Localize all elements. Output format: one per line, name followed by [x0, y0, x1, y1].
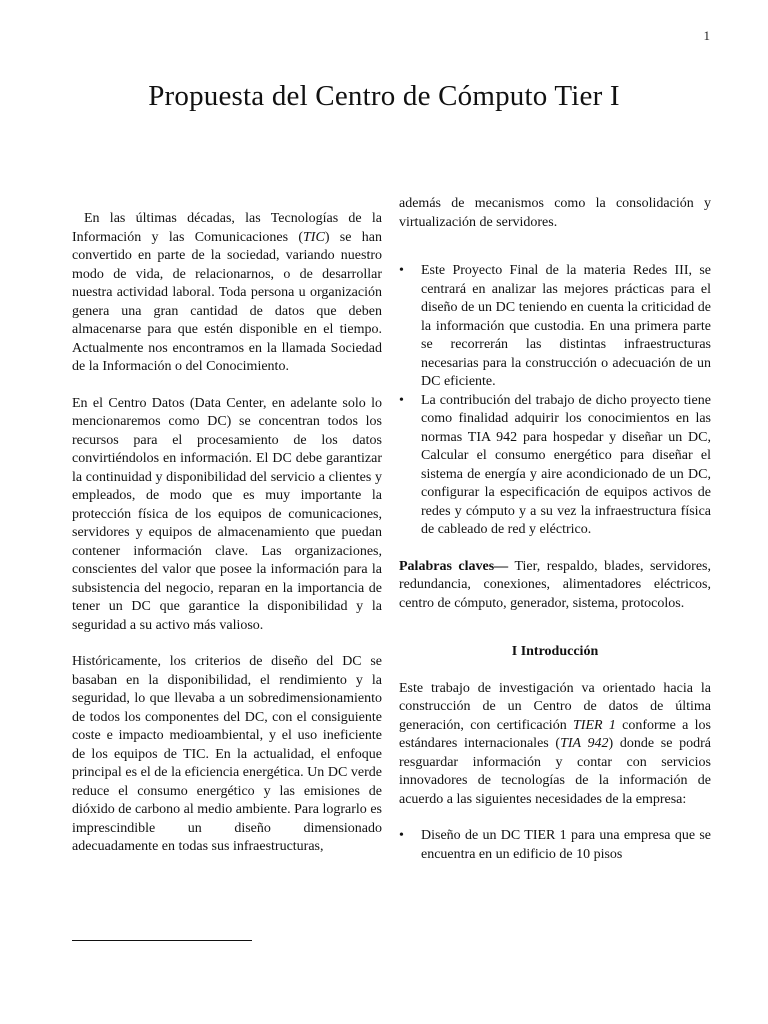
list-item-text: Este Proyecto Final de la materia Redes III, se centrará en analizar las mejores prácticas para el diseño de un DC teniendo en cuenta la criticidad de la información que custodia. En una primera parte se recorrerán las distintas infraestructuras necesarias para la construcción o adecuación de un DC eficiente.	[421, 263, 711, 389]
paragraph-text: conforme a los estándares internacionales (	[399, 717, 711, 751]
list-item-text: Diseño de un DC TIER 1 para una empresa que se encuentra en un edificio de 10 pisos	[421, 828, 711, 862]
paragraph-text: Este trabajo de investigación va orientado hacia la construcción de un Centro de datos de última generación, con certificación	[399, 680, 711, 733]
tier-term: TIER 1	[573, 717, 616, 733]
tia-term: TIA 942	[560, 736, 609, 751]
footnote-separator	[72, 940, 252, 941]
bullet-icon: •	[399, 392, 404, 408]
keywords-paragraph	[399, 558, 711, 614]
needs-list	[399, 827, 711, 864]
paragraph-intro-tic	[72, 210, 382, 377]
paragraph-data-center: En el Centro Datos (Data Center, en adelante solo lo mencionaremos como DC) se concentran todos los recursos para el procesamiento de los datos convirtiéndolos en información. El DC debe garantizar la continuidad y disponibilidad del servicio a clientes y empleados, de modo que es muy importante la protección física de los equipos de comunicaciones, servidores y equipos de almacenamiento que puedan contener información clave. Las organizaciones, conscientes del valor que posee la información para la subsistencia del negocio, reparan en la importancia de tener un DC que garantice la disponibilidad y la seguridad a su activo más valioso.	[72, 395, 382, 633]
list-item	[399, 827, 711, 864]
right-column	[399, 195, 711, 864]
list-item	[399, 262, 711, 392]
keywords-label: Palabras claves—	[399, 558, 509, 574]
paragraph-text: En las últimas décadas, las Tecnologías de la Información y las Comunicaciones (	[72, 211, 382, 245]
list-item-text: La contribución del trabajo de dicho proyecto tiene como finalidad adquirir los conocimientos en las normas TIA 942 para hospedar y diseñar un DC, Calcular el consumo energético para diseñar el sistema de energía y aire acondicionado de un DC, configurar la especificación de equipos activos de redes y cómputo y a su vez la infraestructura física de cableado de red y eléctrico.	[421, 392, 711, 537]
section-heading-introduction: I Introducción	[511, 644, 599, 659]
paragraph-continuation: además de mecanismos como la consolidación y virtualización de servidores.	[399, 196, 711, 230]
document-title: Propuesta del Centro de Cómputo Tier I	[148, 80, 620, 112]
bullet-icon: •	[399, 828, 404, 843]
paragraph-historical: Históricamente, los criterios de diseño del DC se basaban en la disponibilidad, el rendimiento y la seguridad, lo que llevaba a un sobredimensionamiento de todos los componentes del DC, con el consiguiente coste e impacto medioambiental, y el uso ineficiente de los equipos de TIC. En la actualidad, el enfoque principal es el de la eficiencia energética. Un DC verde reduce el consumo energético y las emisiones de dióxido de carbono al medio ambiente. Para lograrlo es imprescindible un diseño dimensionado adecuadamente en todas sus infraestructuras,	[72, 654, 382, 854]
page-number: 1	[703, 28, 710, 43]
paragraph-text: ) se han convertido en parte de la sociedad, variando nuestro modo de vida, de relacionarnos, o de desarrollar nuestra actividad laboral. Toda persona u organización genera una gran cantidad de datos que deben almacenarse para que estén disponible en el tiempo. Actualmente nos encontramos en la llamada Sociedad de la Información o del Conocimiento.	[72, 229, 382, 374]
left-column	[72, 210, 382, 875]
paragraph-introduction	[399, 680, 711, 810]
list-item	[399, 392, 711, 540]
tic-term: TIC	[303, 229, 325, 245]
bullet-icon: •	[399, 263, 404, 278]
objectives-list	[399, 262, 711, 540]
paragraph-text: ) donde se podrá resguardar información y contar con servicios innovadores de tecnologías de la información de acuerdo a las siguientes necesidades de la empresa:	[399, 736, 711, 807]
keywords-text: Tier, respaldo, blades, servidores, redundancia, conexiones, alimentadores eléctricos, centro de cómputo, generador, sistema, protocolos.	[399, 558, 712, 611]
